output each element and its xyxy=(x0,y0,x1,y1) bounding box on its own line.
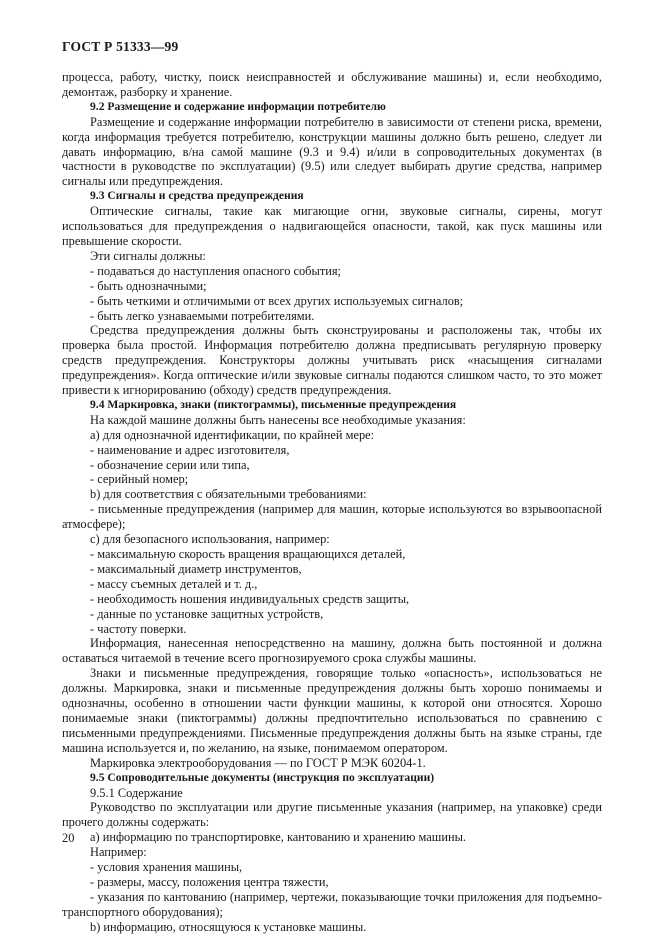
paragraph: Например: xyxy=(90,845,147,860)
list-item: - подаваться до наступления опасного события; xyxy=(90,263,342,278)
list-item: - максимальную скорость вращения вращающихся деталей, xyxy=(90,547,406,561)
paragraph: процесса, работу, чистку, поиск неисправностей и обслуживание машины) и, если необходимо, демонтаж, разборку и хранение. xyxy=(62,70,602,99)
paragraph: На каждой машине должны быть нанесены все необходимые указания: xyxy=(90,412,466,427)
list-item: - максимальный диаметр инструментов, xyxy=(90,561,302,576)
section-heading: 9.3 Сигналы и средства предупреждения xyxy=(90,189,304,203)
paragraph: Оптические сигналы, такие как мигающие огни, звуковые сигналы, сирены, могут использоваться для предупреждения о надвигающейся опасности, такой, как пуск машины или превышение скорости. xyxy=(62,204,602,248)
list-item: - данные по установке защитных устройств, xyxy=(90,606,324,621)
section-heading: 9.5 Сопроводительные документы (инструкция по эксплуатации) xyxy=(90,770,435,784)
list-item: a) для однозначной идентификации, по крайней мере: xyxy=(90,427,375,442)
list-item: - указания по кантованию (например, чертежи, показывающие точки приложения для подъемно-транспортного оборудования); xyxy=(62,889,602,919)
list-item: c) для безопасного использования, например: xyxy=(90,532,330,547)
list-item: - быть четкими и отличимыми от всех других используемых сигналов; xyxy=(90,293,464,308)
list-item: - условия хранения машины, xyxy=(90,860,243,875)
paragraph: Эти сигналы должны: xyxy=(90,248,206,263)
list-item: - частоту поверки. xyxy=(90,621,187,636)
paragraph: Средства предупреждения должны быть сконструированы и расположены так, чтобы их проверка была простой. Информация потребителю должна предписывать регулярную проверку средств предупреждения. Конструкторы должны учитывать риск «насыщения сигналами предупреждения». Когда оптические и/или звуковые сигналы подаются слишком часто, то это может привести к игнорированию (обходу) средств предупреждения. xyxy=(62,323,602,398)
list-item: b) для соответствия с обязательными требованиями: xyxy=(90,487,367,502)
section-heading: 9.2 Размещение и содержание информации потребителю xyxy=(90,99,386,113)
section-heading: 9.4 Маркировка, знаки (пиктограммы), письменные предупреждения xyxy=(90,397,457,411)
list-item: - массу съемных деталей и т. д., xyxy=(90,576,258,591)
list-item: - быть легко узнаваемыми потребителями. xyxy=(90,308,315,323)
list-item: - наименование и адрес изготовителя, xyxy=(90,442,290,457)
document-body xyxy=(62,70,602,935)
paragraph: Информация, нанесенная непосредственно на машину, должна быть постоянной и должна оставаться читаемой в течение всего прогнозируемого срока службы машины. xyxy=(62,636,602,666)
list-item: b) информацию, относящуюся к установке машины. xyxy=(90,919,367,934)
subsection-heading: 9.5.1 Содержание xyxy=(90,785,183,800)
paragraph: Размещение и содержание информации потребителю в зависимости от степени риска, времени, когда информация требуется потребителю, конструкции машины должно быть решено, следует ли давать информацию, в/на самой машине (9.3 и 9.4) и/или в сопроводительных документах (в частности в руководстве по эксплуатации) (9.5) или следует выбирать другие средства, например сигналы или предупреждения. xyxy=(62,114,602,189)
list-item: - быть однозначными; xyxy=(90,278,207,293)
list-item: - серийный номер; xyxy=(90,472,189,487)
list-item: a) информацию по транспортировке, кантованию и хранению машины. xyxy=(90,830,467,845)
paragraph: Руководство по эксплуатации или другие письменные указания (например, на упаковке) среди прочего должны содержать: xyxy=(62,800,602,830)
page-number: 20 xyxy=(62,831,75,845)
list-item: - письменные предупреждения (например для машин, которые используются во взрывоопасной атмосфере); xyxy=(62,502,602,532)
document-header: ГОСТ Р 51333—99 xyxy=(62,39,179,54)
paragraph: Маркировка электрооборудования — по ГОСТ Р МЭК 60204-1. xyxy=(90,755,426,770)
paragraph: Знаки и письменные предупреждения, говорящие только «опасность», использоваться не должны. Маркировка, знаки и письменные предупреждения должны быть хорошо понимаемы и однозначны, особенно в отношении части функции машины, к которой они относятся. Хорошо понимаемые знаки (пиктограммы) должны предпочтительно использоваться по сравнению с письменными предупреждениями. Письменные предупреждения должны быть на языке страны, где машина используется и, по желанию, на языке, понимаемом оператором. xyxy=(62,666,602,755)
list-item: - размеры, массу, положения центра тяжести, xyxy=(90,874,329,889)
list-item: - обозначение серии или типа, xyxy=(90,457,250,472)
list-item: - необходимость ношения индивидуальных средств защиты, xyxy=(90,591,410,606)
